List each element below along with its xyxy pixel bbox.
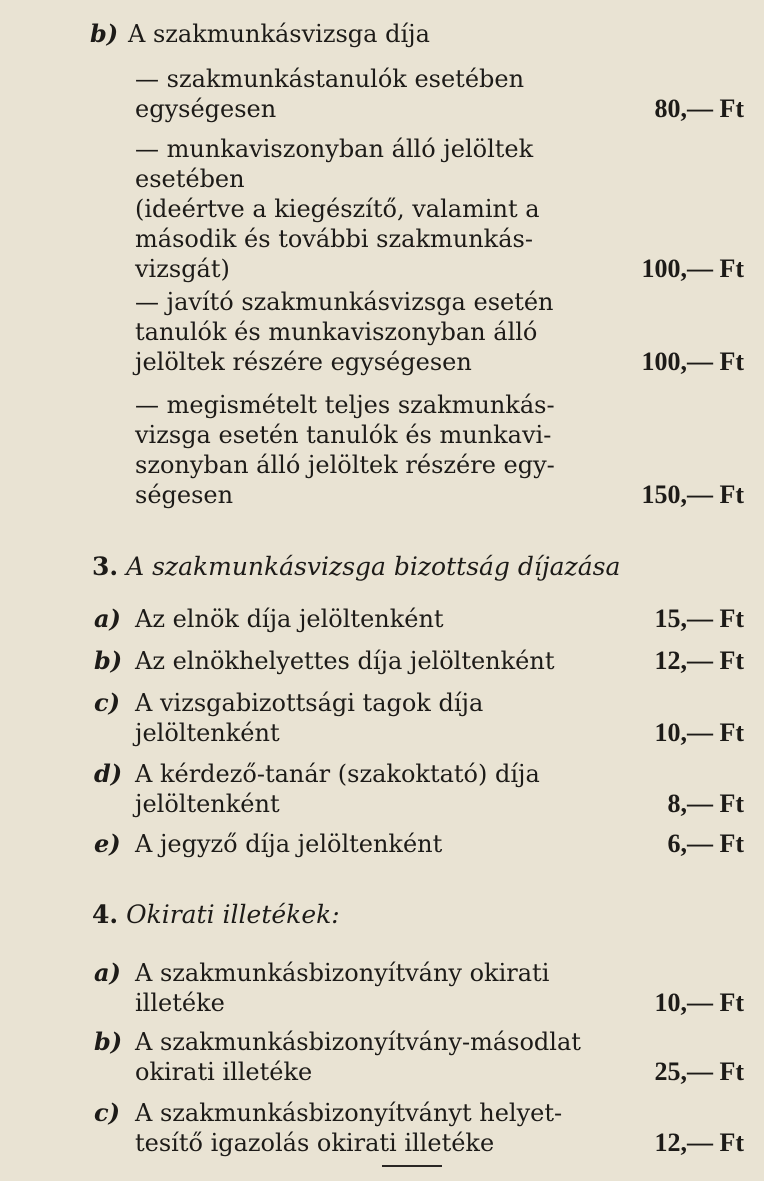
item-line: A jegyző díja jelöltenként: [135, 830, 443, 858]
section-3-number: 3.: [92, 552, 119, 581]
fee-amount: 6,— Ft: [667, 829, 744, 858]
end-rule: [382, 1165, 442, 1167]
section-3-heading: [92, 552, 620, 582]
fee-item-2: [0, 134, 764, 284]
fee-amount: 10,— Ft: [654, 988, 744, 1017]
item-line: okirati illetéke: [135, 1058, 313, 1086]
fee-item-1: [0, 64, 764, 124]
section-4-title: Okirati illetékek:: [126, 900, 340, 929]
fee-amount: 15,— Ft: [654, 604, 744, 633]
item-line: jelöltenként: [135, 719, 280, 747]
fee-amount: 100,— Ft: [641, 347, 744, 376]
fee-item-line: jelöltek részére egységesen: [135, 348, 472, 376]
item-marker: b): [94, 646, 123, 675]
item-line: A szakmunkásbizonyítvány-másodlat: [135, 1028, 581, 1056]
fee-item-line: ségesen: [135, 481, 234, 509]
item-marker: c): [94, 688, 120, 717]
section-b-marker: b): [90, 19, 119, 48]
fee-amount: 8,— Ft: [667, 789, 744, 818]
item-line: Az elnök díja jelöltenként: [135, 605, 444, 633]
item-marker: e): [94, 829, 121, 858]
fee-amount: 10,— Ft: [654, 718, 744, 747]
fee-amount: 25,— Ft: [654, 1057, 744, 1086]
section-b-title: A szakmunkásvizsga díja: [128, 20, 430, 48]
fee-amount: 150,— Ft: [641, 480, 744, 509]
item-line: A szakmunkásbizonyítvány okirati: [135, 959, 550, 987]
committee-item-b: [0, 646, 764, 676]
committee-item-d: [0, 759, 764, 819]
fee-amount: 100,— Ft: [641, 254, 744, 283]
item-line: tesítő igazolás okirati illetéke: [135, 1129, 495, 1157]
item-line: Az elnökhelyettes díja jelöltenként: [135, 647, 555, 675]
committee-item-e: [0, 829, 764, 859]
fee-item-line: vizsgát): [135, 255, 230, 283]
fee-item-3: [0, 287, 764, 377]
fee-item-line: — javító szakmunkásvizsga esetén: [135, 288, 554, 316]
item-marker: a): [94, 604, 121, 633]
fee-item-line: — szakmunkástanulók esetében: [135, 65, 525, 93]
fee-amount: 12,— Ft: [654, 646, 744, 675]
section-4-number: 4.: [92, 900, 119, 929]
fee-item-line: tanulók és munkaviszonyban álló: [135, 318, 538, 346]
fee-item-line: vizsga esetén tanulók és munkavi-: [135, 421, 552, 449]
section-4-heading: [92, 900, 340, 930]
fee-item-line: szonyban álló jelöltek részére egy-: [135, 451, 555, 479]
fee-item-4: [0, 390, 764, 510]
document-fee-item-b: [0, 1027, 764, 1087]
item-marker: d): [94, 759, 123, 788]
fee-amount: 12,— Ft: [654, 1128, 744, 1157]
item-line: A vizsgabizottsági tagok díja: [135, 689, 484, 717]
item-marker: a): [94, 958, 121, 987]
item-line: illetéke: [135, 989, 225, 1017]
item-line: A kérdező-tanár (szakoktató) díja: [135, 760, 540, 788]
committee-item-c: [0, 688, 764, 748]
committee-item-a: [0, 604, 764, 634]
document-fee-item-c: [0, 1098, 764, 1158]
fee-amount: 80,— Ft: [654, 94, 744, 123]
item-marker: b): [94, 1027, 123, 1056]
fee-item-line: második és további szakmunkás-: [135, 225, 533, 253]
fee-item-line: esetében: [135, 165, 245, 193]
item-line: jelöltenként: [135, 790, 280, 818]
section-3-title: A szakmunkásvizsga bizottság díjazása: [126, 552, 621, 581]
fee-item-line: egységesen: [135, 95, 277, 123]
document-fee-item-a: [0, 958, 764, 1018]
fee-item-line: (ideértve a kiegészítő, valamint a: [135, 195, 540, 223]
item-line: A szakmunkásbizonyítványt helyet-: [135, 1099, 563, 1127]
fee-item-line: — megismételt teljes szakmunkás-: [135, 391, 555, 419]
item-marker: c): [94, 1098, 120, 1127]
fee-item-line: — munkaviszonyban álló jelöltek: [135, 135, 534, 163]
